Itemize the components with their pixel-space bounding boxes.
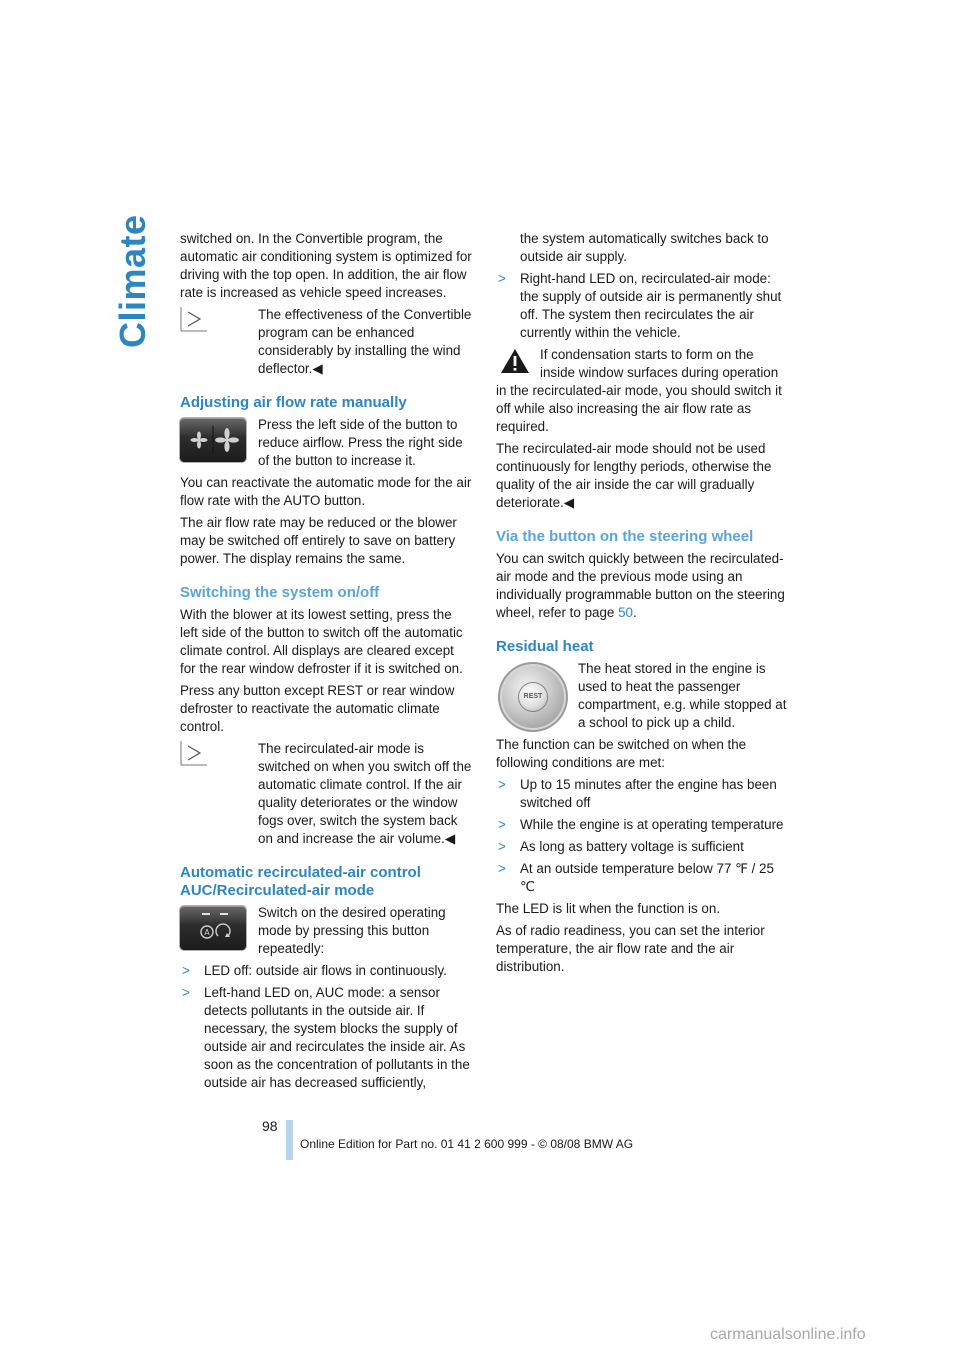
note-triangle-icon [180,306,208,332]
note-block [180,306,472,378]
left-column [180,230,472,1096]
fan-icon [180,418,246,462]
rest-knob-image [502,666,564,728]
note-triangle-icon [180,740,208,766]
adjust-airflow-block [180,416,472,474]
recirculation-button-image [180,906,246,950]
paragraph: The air flow rate may be reduced or the blower may be switched off entirely to save on battery power. The display remains the same. [180,515,457,566]
heading-auc: Automatic recirculated-air control AUC/Recirculated-air mode [180,864,421,899]
end-mark: ◀ [312,361,323,376]
paragraph: Switch on the desired operating mode by pressing this button repeatedly: [258,905,446,956]
list-item: > Up to 15 minutes after the engine has been switched off [496,776,788,812]
page-reference-link[interactable]: 50 [618,605,633,620]
heading-residual-heat: Residual heat [496,638,594,655]
note-text: The recirculated-air mode is switched on when you switch off the automatic climate control. If the air quality deteriorates or the window fogs over, switch the system back on and increase the air volume. [258,741,472,846]
section-title-text: Climate [112,214,153,348]
paragraph: The LED is lit when the function is on. [496,901,721,916]
warning-icon [500,348,530,374]
paragraph: switched on. In the Convertible program, the automatic air conditioning system is optimized for driving with the top open. In addition, the air flow rate is increased as vehicle speed increases. [180,231,472,300]
paragraph: As of radio readiness, you can set the interior temperature, the air flow rate and the air distribution. [496,923,765,974]
list-item: > LED off: outside air flows in continuously. [180,962,472,980]
list-item-continuation: the system automatically switches back to outside air supply. [520,231,769,264]
right-column [496,230,788,980]
warning-text: If condensation starts to form on the inside window surfaces during operation in the recirculated-air mode, you should switch it off while also increasing the air flow rate as required. [496,347,782,434]
rest-knob-icon [502,666,564,728]
watermark: carmanualsonline.info [710,1326,866,1343]
rest-knob-label: REST [519,683,547,711]
page-number: 98 [262,1118,278,1134]
airflow-button-image [180,418,246,462]
recirculation-icon [180,906,246,950]
list-item: > Right-hand LED on, recirculated-air mode: the supply of outside air is permanently shut off. The system then recirculates the air currently within the vehicle. [496,270,788,342]
auc-mode-list-cont [496,270,788,342]
section-side-title [104,214,164,352]
heading-steering-wheel: Via the button on the steering wheel [496,528,754,545]
auc-block [180,904,472,962]
paragraph: With the blower at its lowest setting, press the left side of the button to switch off the automatic climate control. All displays are cleared except for the rear window defroster if it is switched on. [180,607,463,676]
warning-block [496,346,788,512]
residual-heat-block [496,660,788,736]
paragraph: Press any button except REST or rear window defroster to reactivate the automatic climate control. [180,683,455,734]
paragraph: You can switch quickly between the recirculated-air mode and the previous mode using an individually programmable button on the steering wheel, refer to page 50. [496,551,785,620]
list-item: > While the engine is at operating temperature [496,816,788,834]
paragraph: The heat stored in the engine is used to heat the passenger compartment, e.g. while stopped at a school to pick up a child. [578,661,787,730]
end-mark: ◀ [563,495,575,510]
conditions-list [496,776,788,896]
paragraph: Press the left side of the button to reduce airflow. Press the right side of the button to increase it. [258,417,463,468]
svg-text:A: A [204,928,210,937]
note-block [180,740,472,848]
heading-switching-system: Switching the system on/off [180,584,380,601]
note-text: The effectiveness of the Convertible program can be enhanced considerably by installing the wind deflector. [258,307,472,376]
list-item: > At an outside temperature below 77 ℉ / 25 ℃ [496,860,788,896]
list-item: > As long as battery voltage is sufficient [496,838,788,856]
auc-mode-list [180,962,472,1092]
heading-adjust-airflow: Adjusting air flow rate manually [180,394,407,411]
footer-edition: Online Edition for Part no. 01 41 2 600 999 - © 08/08 BMW AG [300,1137,634,1151]
paragraph: The function can be switched on when the following conditions are met: [496,737,747,770]
list-item: > Left-hand LED on, AUC mode: a sensor detects pollutants in the outside air. If necessary, the system blocks the supply of outside air and recirculates the inside air. As soon as the concentration of pollutants in the outside air has decreased sufficiently, [180,984,472,1092]
warning-text: The recirculated-air mode should not be used continuously for lengthy periods, otherwise the quality of the air inside the car will gradually deteriorate. [496,441,772,510]
footer-accent-bar [286,1120,293,1160]
end-mark: ◀ [444,831,456,846]
paragraph: You can reactivate the automatic mode for the air flow rate with the AUTO button. [180,475,472,508]
